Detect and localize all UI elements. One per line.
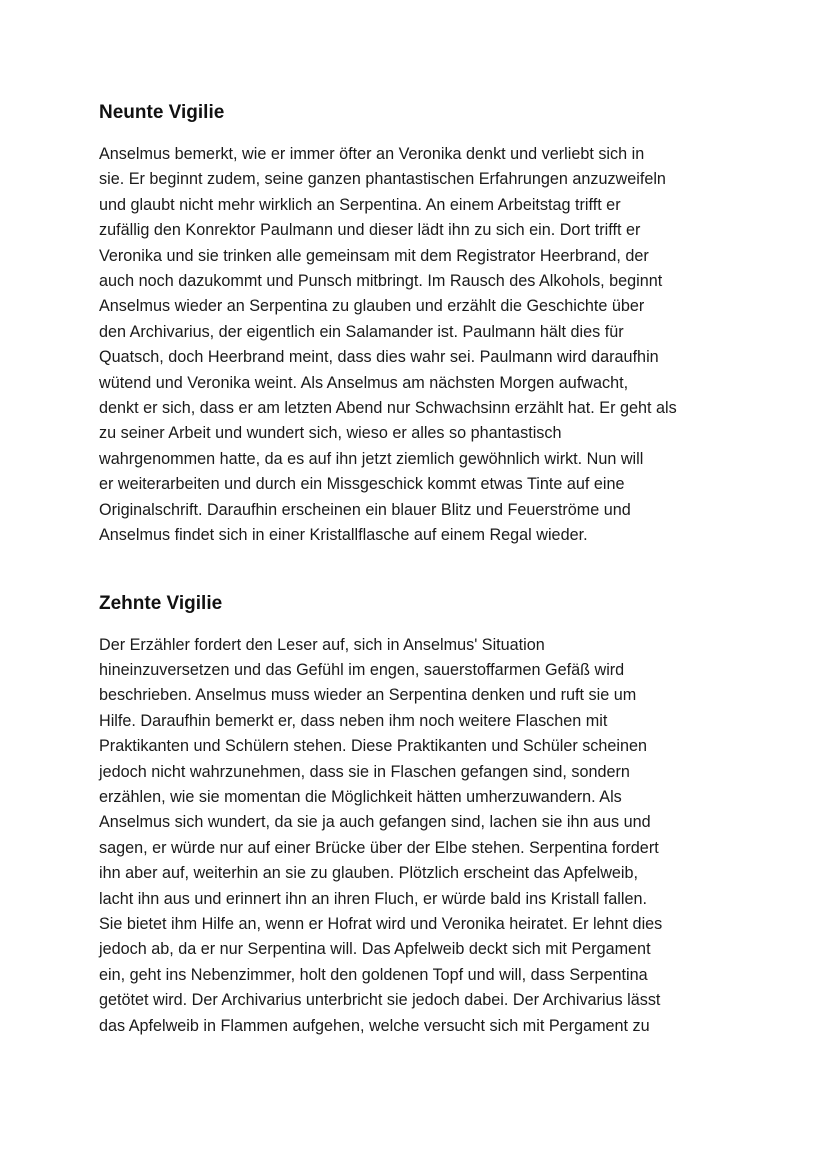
text-line: das Apfelweib in Flammen aufgehen, welche versucht sich mit Pergament zu: [99, 1016, 650, 1035]
text-line: Originalschrift. Daraufhin erscheinen ein blauer Blitz und Feuerströme und: [99, 500, 631, 519]
text-line: Quatsch, doch Heerbrand meint, dass dies wahr sei. Paulmann wird daraufhin: [99, 348, 659, 367]
text-line: lacht ihn aus und erinnert ihn an ihren Fluch, er würde bald ins Kristall fallen.: [99, 889, 647, 908]
section-heading: Zehnte Vigilie: [99, 592, 223, 614]
text-line: Anselmus sich wundert, da sie ja auch gefangen sind, lachen sie ihn aus und: [99, 813, 651, 832]
text-line: jedoch nicht wahrzunehmen, dass sie in Flaschen gefangen sind, sondern: [99, 762, 630, 781]
text-line: sie. Er beginnt zudem, seine ganzen phantastischen Erfahrungen anzuzweifeln: [99, 170, 666, 189]
text-line: Sie bietet ihm Hilfe an, wenn er Hofrat wird und Veronika heiratet. Er lehnt dies: [99, 914, 663, 933]
text-line: Veronika und sie trinken alle gemeinsam mit dem Registrator Heerbrand, der: [99, 246, 649, 265]
text-line: Hilfe. Daraufhin bemerkt er, dass neben ihm noch weitere Flaschen mit: [99, 711, 608, 730]
text-line: hineinzuversetzen und das Gefühl im engen, sauerstoffarmen Gefäß wird: [99, 660, 625, 679]
text-line: wahrgenommen hatte, da es auf ihn jetzt ziemlich gewöhnlich wirkt. Nun will: [99, 449, 644, 468]
text-line: ein, geht ins Nebenzimmer, holt den goldenen Topf und will, dass Serpentina: [99, 965, 648, 984]
text-line: Anselmus findet sich in einer Kristallflasche auf einem Regal wieder.: [99, 526, 588, 545]
text-line: Der Erzähler fordert den Leser auf, sich in Anselmus' Situation: [99, 635, 545, 654]
text-line: getötet wird. Der Archivarius unterbricht sie jedoch dabei. Der Archivarius lässt: [99, 991, 661, 1010]
text-line: wütend und Veronika weint. Als Anselmus am nächsten Morgen aufwacht,: [99, 373, 629, 392]
document-page: [99, 100, 749, 1039]
text-line: Anselmus bemerkt, wie er immer öfter an Veronika denkt und verliebt sich in: [99, 145, 645, 163]
text-line: auch noch dazukommt und Punsch mitbringt. Im Rausch des Alkohols, beginnt: [99, 272, 663, 291]
text-line: beschrieben. Anselmus muss wieder an Serpentina denken und ruft sie um: [99, 686, 637, 705]
section-paragraph: [99, 633, 749, 1040]
text-line: Praktikanten und Schülern stehen. Diese Praktikanten und Schüler scheinen: [99, 737, 648, 756]
text-line: ihn aber auf, weiterhin an sie zu glauben. Plötzlich erscheint das Apfelweib,: [99, 864, 639, 883]
text-line: und glaubt nicht mehr wirklich an Serpentina. An einem Arbeitstag trifft er: [99, 195, 621, 214]
text-line: zufällig den Konrektor Paulmann und dieser lädt ihn zu sich ein. Dort trifft er: [99, 221, 641, 240]
text-line: denkt er sich, dass er am letzten Abend nur Schwachsinn erzählt hat. Er geht als: [99, 399, 677, 418]
text-line: zu seiner Arbeit und wundert sich, wieso er alles so phantastisch: [99, 424, 562, 443]
text-line: er weiterarbeiten und durch ein Missgeschick kommt etwas Tinte auf eine: [99, 475, 625, 494]
section-paragraph: [99, 142, 749, 549]
section-neunte-vigilie: [99, 100, 749, 549]
text-line: den Archivarius, der eigentlich ein Salamander ist. Paulmann hält dies für: [99, 322, 624, 341]
text-line: jedoch ab, da er nur Serpentina will. Das Apfelweib deckt sich mit Pergament: [99, 940, 651, 959]
section-zehnte-vigilie: [99, 591, 749, 1040]
text-line: sagen, er würde nur auf einer Brücke über der Elbe stehen. Serpentina fordert: [99, 838, 659, 857]
text-line: Anselmus wieder an Serpentina zu glauben und erzählt die Geschichte über: [99, 297, 645, 316]
section-heading: Neunte Vigilie: [99, 102, 225, 123]
text-line: erzählen, wie sie momentan die Möglichkeit hätten umherzuwandern. Als: [99, 787, 622, 806]
